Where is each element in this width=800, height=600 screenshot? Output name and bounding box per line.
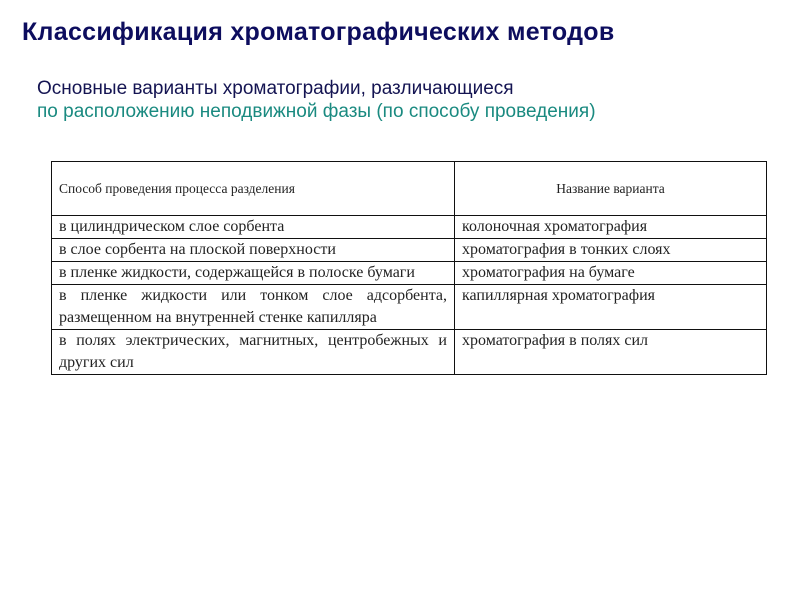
table-row (52, 262, 767, 285)
subtitle-line-1: Основные варианты хроматографии, различающиеся (37, 78, 514, 99)
table-header-row (52, 162, 767, 216)
subtitle-line-2: по расположению неподвижной фазы (по способу проведения) (37, 101, 596, 122)
table-row (52, 216, 767, 239)
table-row (52, 239, 767, 262)
cell-method: в пленке жидкости, содержащейся в полоске бумаги (52, 262, 455, 285)
header-method: Способ проведения процесса разделения (52, 162, 455, 216)
cell-name: хроматография в полях сил (455, 330, 767, 375)
cell-name: капиллярная хроматография (455, 285, 767, 330)
cell-method: в слое сорбента на плоской поверхности (52, 239, 455, 262)
table-row (52, 285, 767, 330)
table-row (52, 330, 767, 375)
header-name: Название варианта (455, 162, 767, 216)
cell-method: в цилиндрическом слое сорбента (52, 216, 455, 239)
chromatography-table (51, 161, 767, 375)
cell-name: хроматография на бумаге (455, 262, 767, 285)
cell-method: в пленке жидкости или тонком слое адсорбента, размещенном на внутренней стенке капилляра (52, 285, 455, 330)
slide-title: Классификация хроматографических методов (22, 18, 615, 46)
cell-name: хроматография в тонких слоях (455, 239, 767, 262)
cell-name: колоночная хроматография (455, 216, 767, 239)
cell-method: в полях электрических, магнитных, центробежных и других сил (52, 330, 455, 375)
